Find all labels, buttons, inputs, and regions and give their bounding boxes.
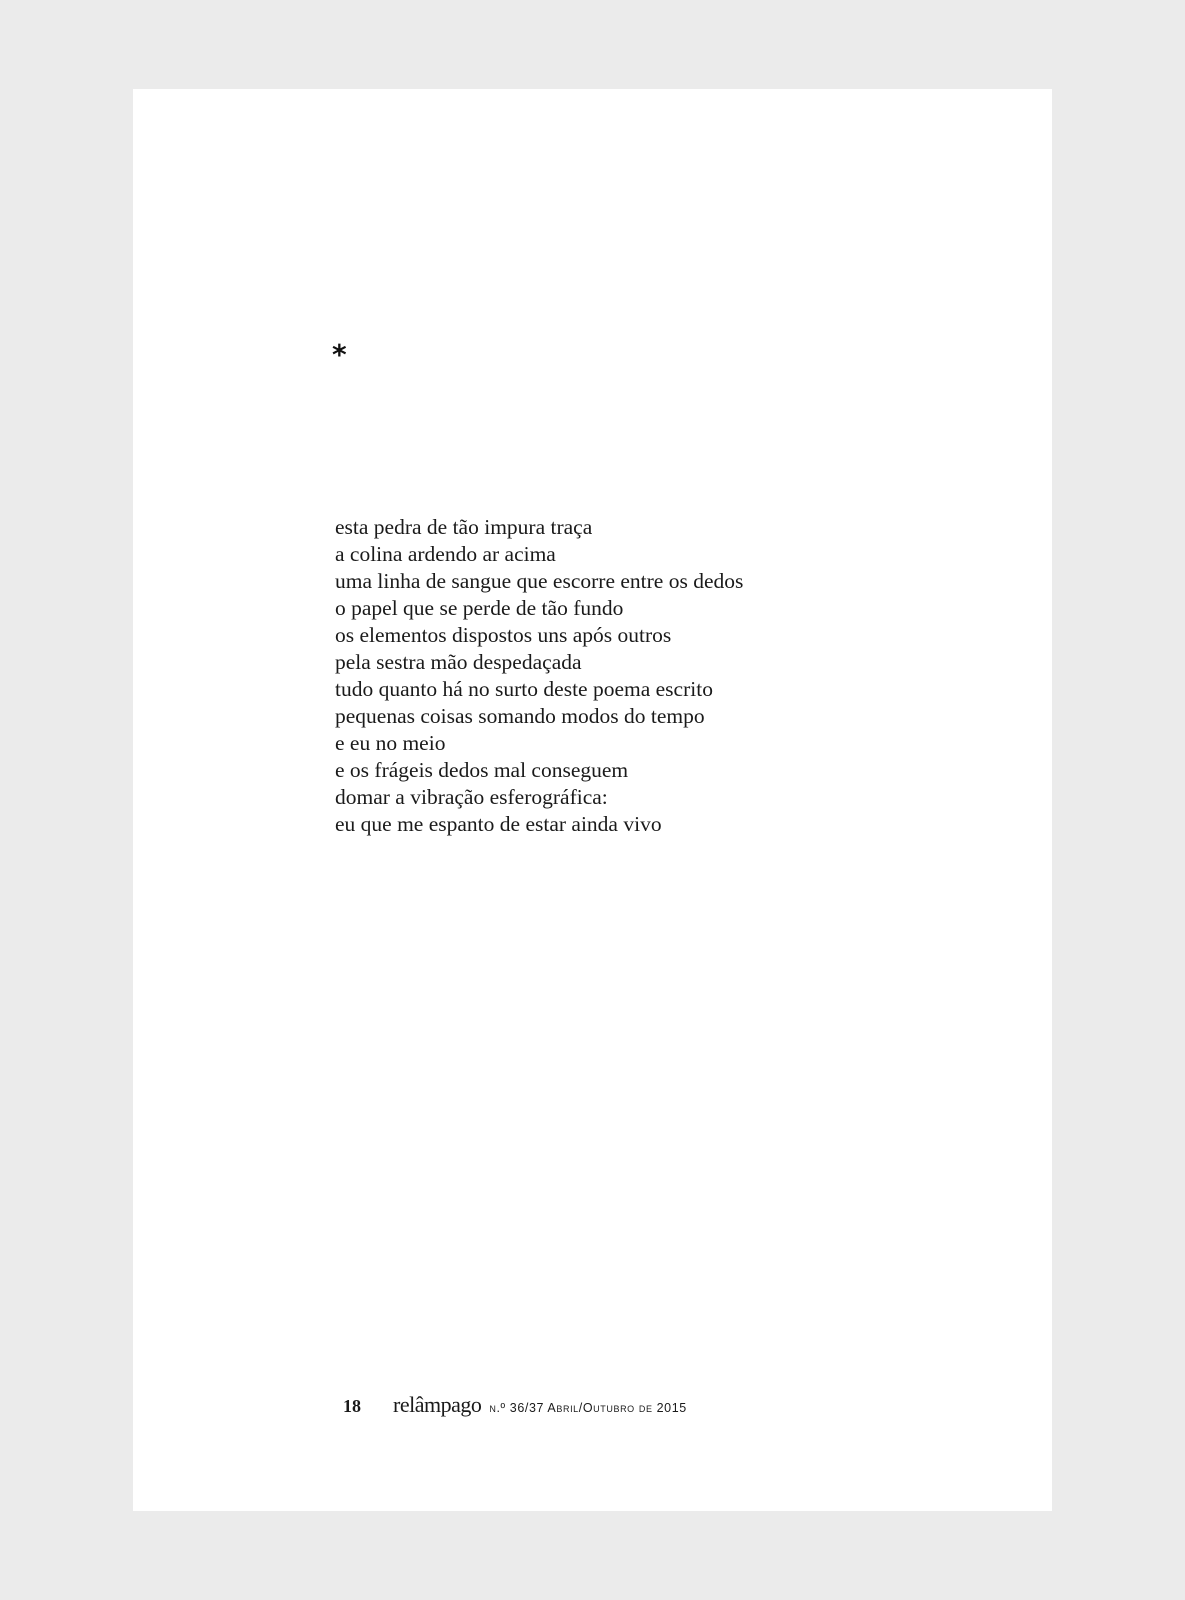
poem-line: os elementos dispostos uns após outros	[335, 623, 672, 647]
poem-line: e eu no meio	[335, 731, 446, 755]
poem-line: a colina ardendo ar acima	[335, 542, 556, 566]
magazine-title: relâmpago	[393, 1392, 482, 1417]
poem-line: e os frágeis dedos mal conseguem	[335, 758, 629, 782]
poem-line: esta pedra de tão impura traça	[335, 515, 593, 539]
poem-line: eu que me espanto de estar ainda vivo	[335, 812, 662, 836]
issue-info: n.º 36/37 Abril/Outubro de 2015	[489, 1401, 687, 1415]
page	[133, 89, 1052, 1511]
page-footer	[343, 1392, 687, 1418]
poem-line: pequenas coisas somando modos do tempo	[335, 704, 705, 728]
poem-line: domar a vibração esferográfica:	[335, 785, 608, 809]
poem-line: uma linha de sangue que escorre entre os dedos	[335, 569, 744, 593]
poem-line: tudo quanto há no surto deste poema escrito	[335, 677, 713, 701]
poem-line: pela sestra mão despedaçada	[335, 650, 582, 674]
section-asterisk: *	[332, 338, 347, 371]
poem-line: o papel que se perde de tão fundo	[335, 596, 624, 620]
poem	[335, 514, 743, 838]
page-number: 18	[343, 1396, 361, 1416]
